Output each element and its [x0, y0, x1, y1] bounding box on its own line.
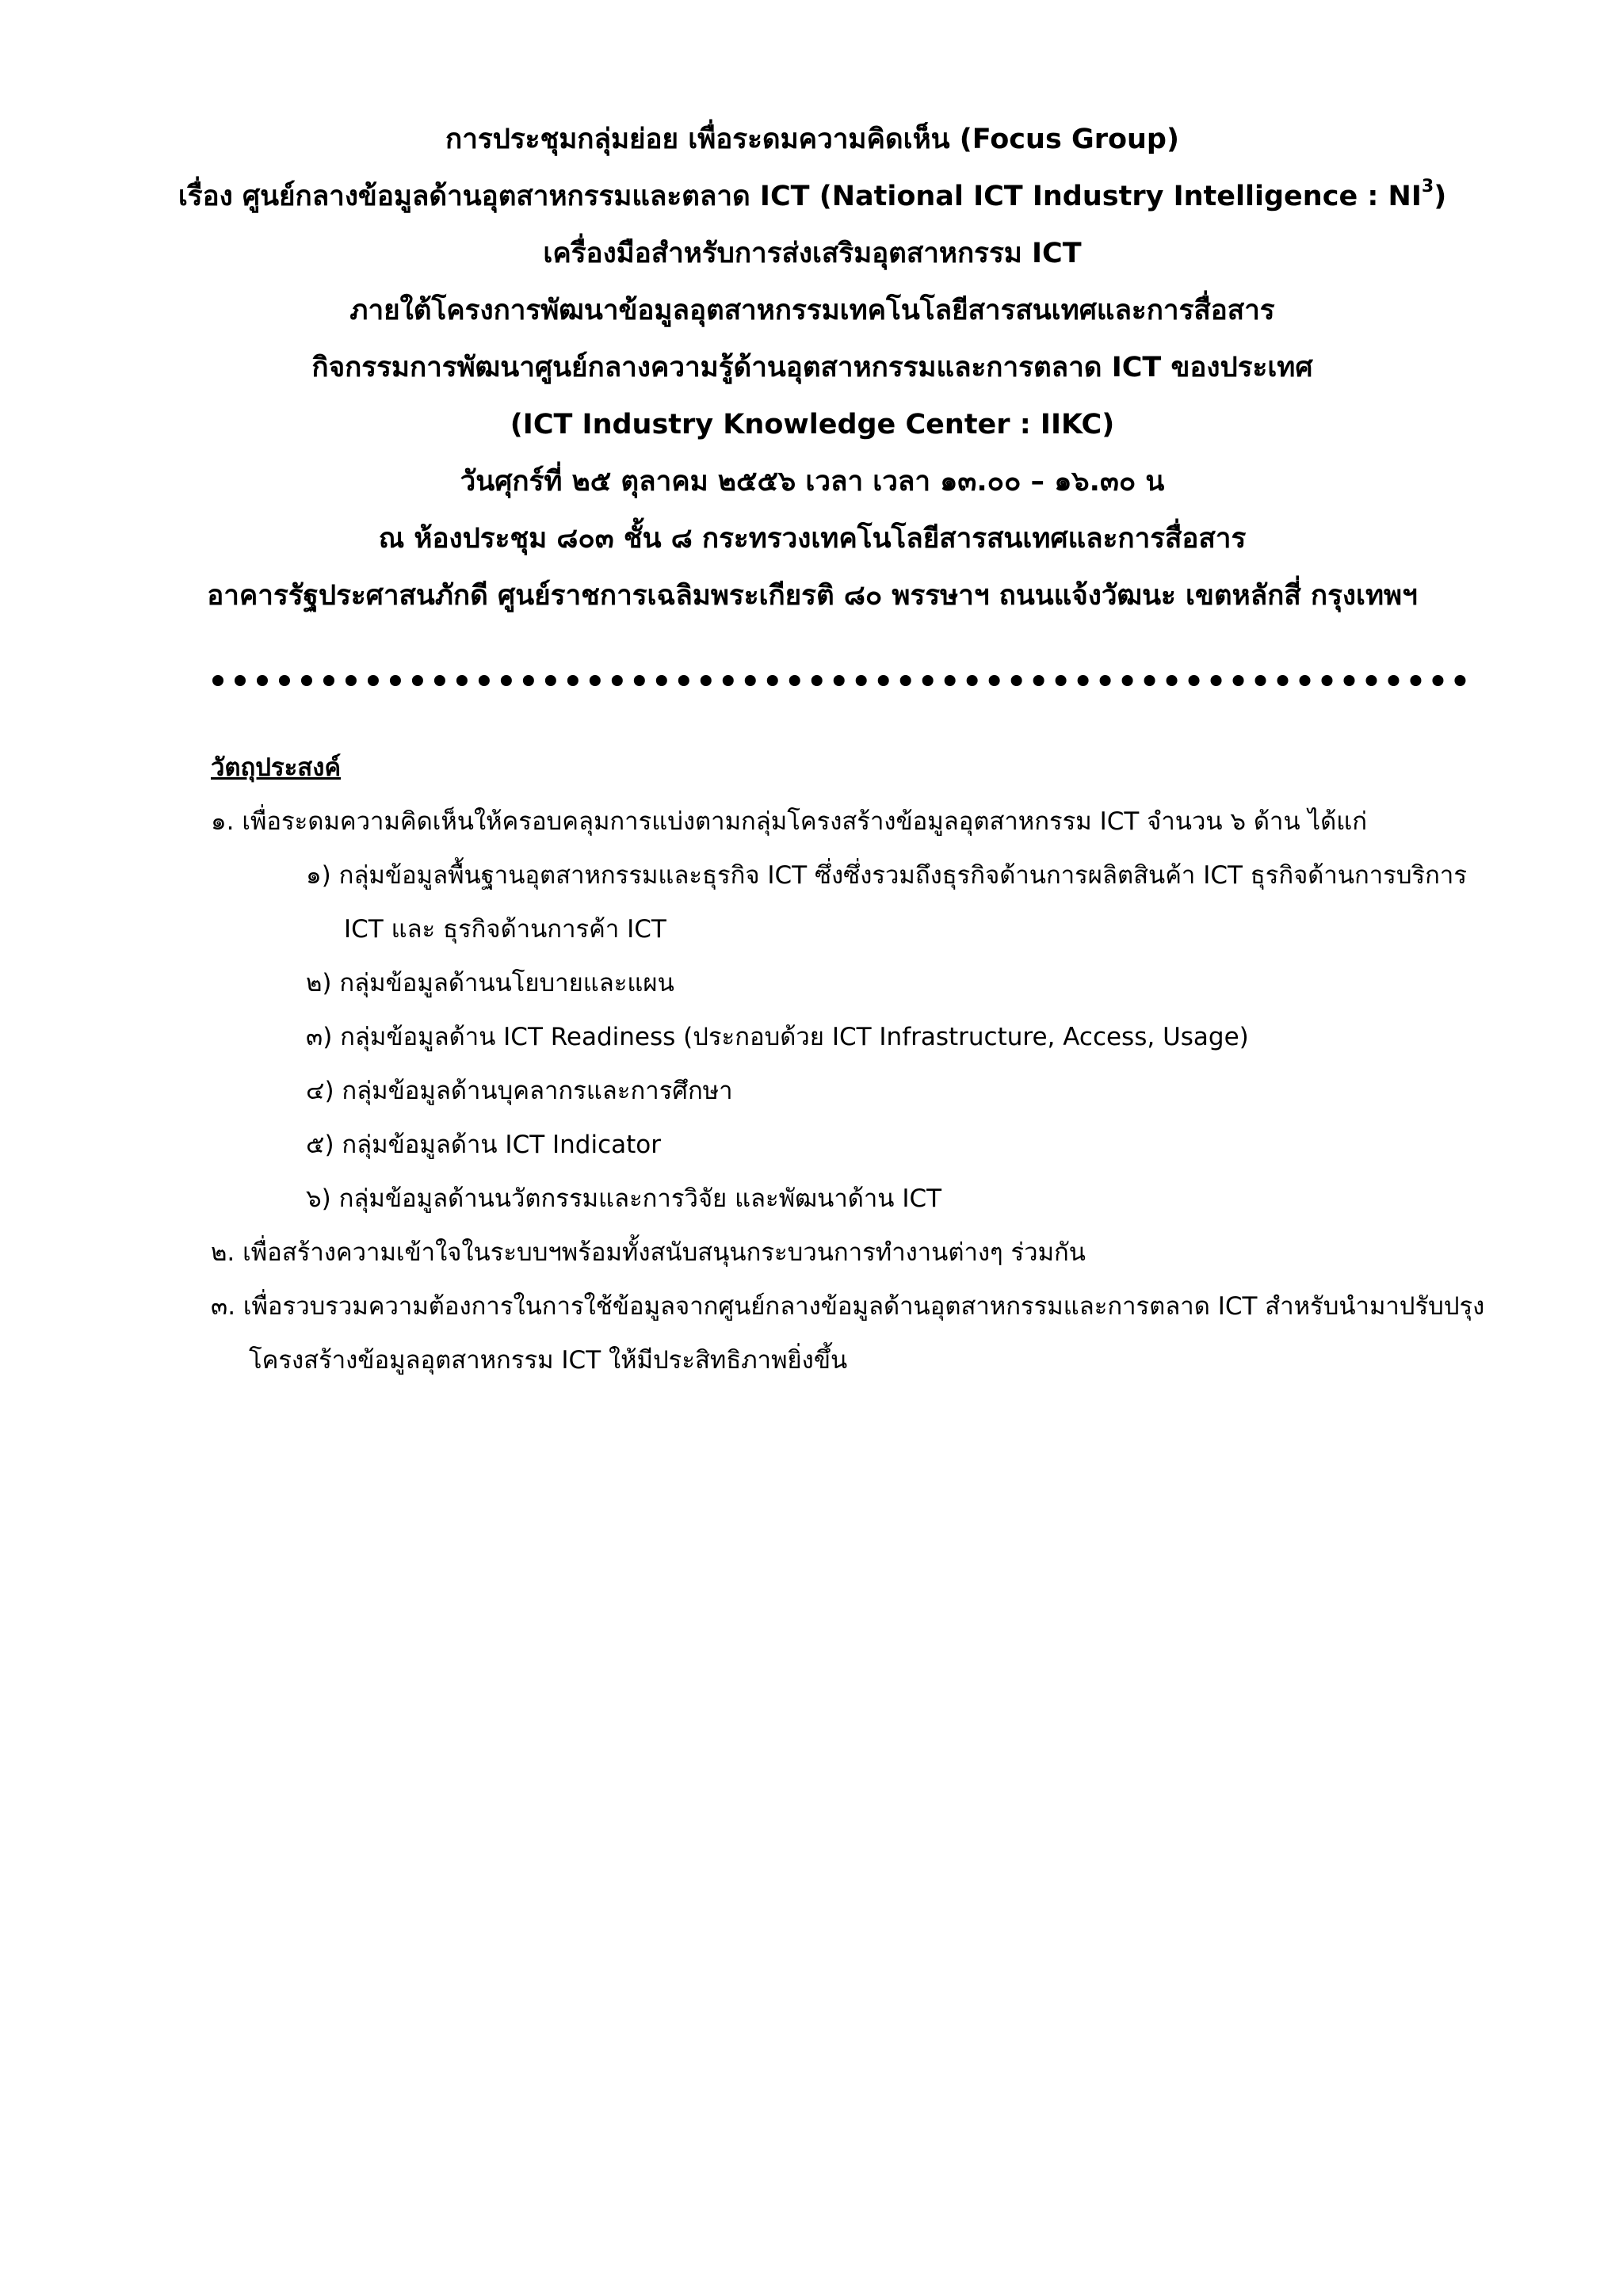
header-line-subject [143, 168, 1482, 225]
header-line-activity: กิจกรรมการพัฒนาศูนย์กลางความรู้ด้านอุตสาหกรรมและการตลาด ICT ของประเทศ [311, 352, 1313, 383]
objectives-section [211, 741, 1495, 1387]
sub-item-3: ๓) กลุ่มข้อมูลด้าน ICT Readiness (ประกอบด้วย ICT Infrastructure, Access, Usage) [306, 1023, 1249, 1051]
sub-item-5: ๕) กลุ่มข้อมูลด้าน ICT Indicator [306, 1131, 662, 1159]
sub-item-1-continued: ICT และ ธุรกิจด้านการค้า ICT [344, 915, 666, 944]
objective-item-3: ๓. เพื่อรวบรวมความต้องการในการใช้ข้อมูลจากศูนย์กลางข้อมูลด้านอุตสาหกรรมและการตลาด ICT สำหรับนำมาปรับปรุง [211, 1292, 1485, 1321]
objectives-title: วัตถุประสงค์ [211, 753, 342, 782]
header-subject-close: ) [1434, 181, 1447, 212]
objective-item-1: ๑. เพื่อระดมความคิดเห็นให้ครอบคลุมการแบ่งตามกลุ่มโครงสร้างข้อมูลอุตสาหกรรม ICT จำนวน ๖ ด้าน ได้แก่ [211, 807, 1367, 836]
header-line-center: (ICT Industry Knowledge Center : IIKC) [510, 409, 1115, 441]
header-line-tool: เครื่องมือสำหรับการส่งเสริมอุตสาหกรรม ICT [543, 238, 1082, 269]
objective-item-2: ๒. เพื่อสร้างความเข้าใจในระบบฯพร้อมทั้งสนับสนุนกระบวนการทำงานต่างๆ ร่วมกัน [211, 1238, 1086, 1267]
sub-item-2: ๒) กลุ่มข้อมูลด้านนโยบายและแผน [306, 969, 674, 997]
sub-item-4: ๔) กลุ่มข้อมูลด้านบุคลากรและการศึกษา [306, 1077, 733, 1105]
dotted-divider [212, 675, 1466, 686]
header-line-venue: ณ ห้องประชุม ๘๐๓ ชั้น ๘ กระทรวงเทคโนโลยีสารสนเทศและการสื่อสาร [378, 523, 1247, 555]
header-line-date-time: วันศุกร์ที่ ๒๕ ตุลาคม ๒๕๕๖ เวลา เวลา ๑๓.๐๐ – ๑๖.๓๐ น [460, 466, 1165, 498]
sub-item-6: ๖) กลุ่มข้อมูลด้านนวัตกรรมและการวิจัย และพัฒนาด้าน ICT [306, 1184, 942, 1213]
header-line-address: อาคารรัฐประศาสนภักดี ศูนย์ราชการเฉลิมพระเกียรติ ๘๐ พรรษาฯ ถนนแจ้งวัฒนะ เขตหลักสี่ กรุงเทพฯ [207, 580, 1418, 612]
header-line-project: ภายใต้โครงการพัฒนาข้อมูลอุตสาหกรรมเทคโนโลยีสารสนเทศและการสื่อสาร [349, 295, 1275, 326]
header-subject-superscript: 3 [1421, 177, 1434, 197]
header-line-meeting-title: การประชุมกลุ่มย่อย เพื่อระดมความคิดเห็น (Focus Group) [445, 124, 1179, 155]
header-subject-text: เรื่อง ศูนย์กลางข้อมูลด้านอุตสาหกรรมและตลาด ICT (National ICT Industry Intelligence : NI [178, 181, 1422, 212]
sub-item-1: ๑) กลุ่มข้อมูลพื้นฐานอุตสาหกรรมและธุรกิจ ICT ซึ่งซึ่งรวมถึงธุรกิจด้านการผลิตสินค้า ICT ธุรกิจด้านการบริการ [306, 861, 1467, 890]
objective-item-3-continued: โครงสร้างข้อมูลอุตสาหกรรม ICT ให้มีประสิทธิภาพยิ่งขึ้น [249, 1346, 848, 1375]
document-header [143, 111, 1482, 624]
